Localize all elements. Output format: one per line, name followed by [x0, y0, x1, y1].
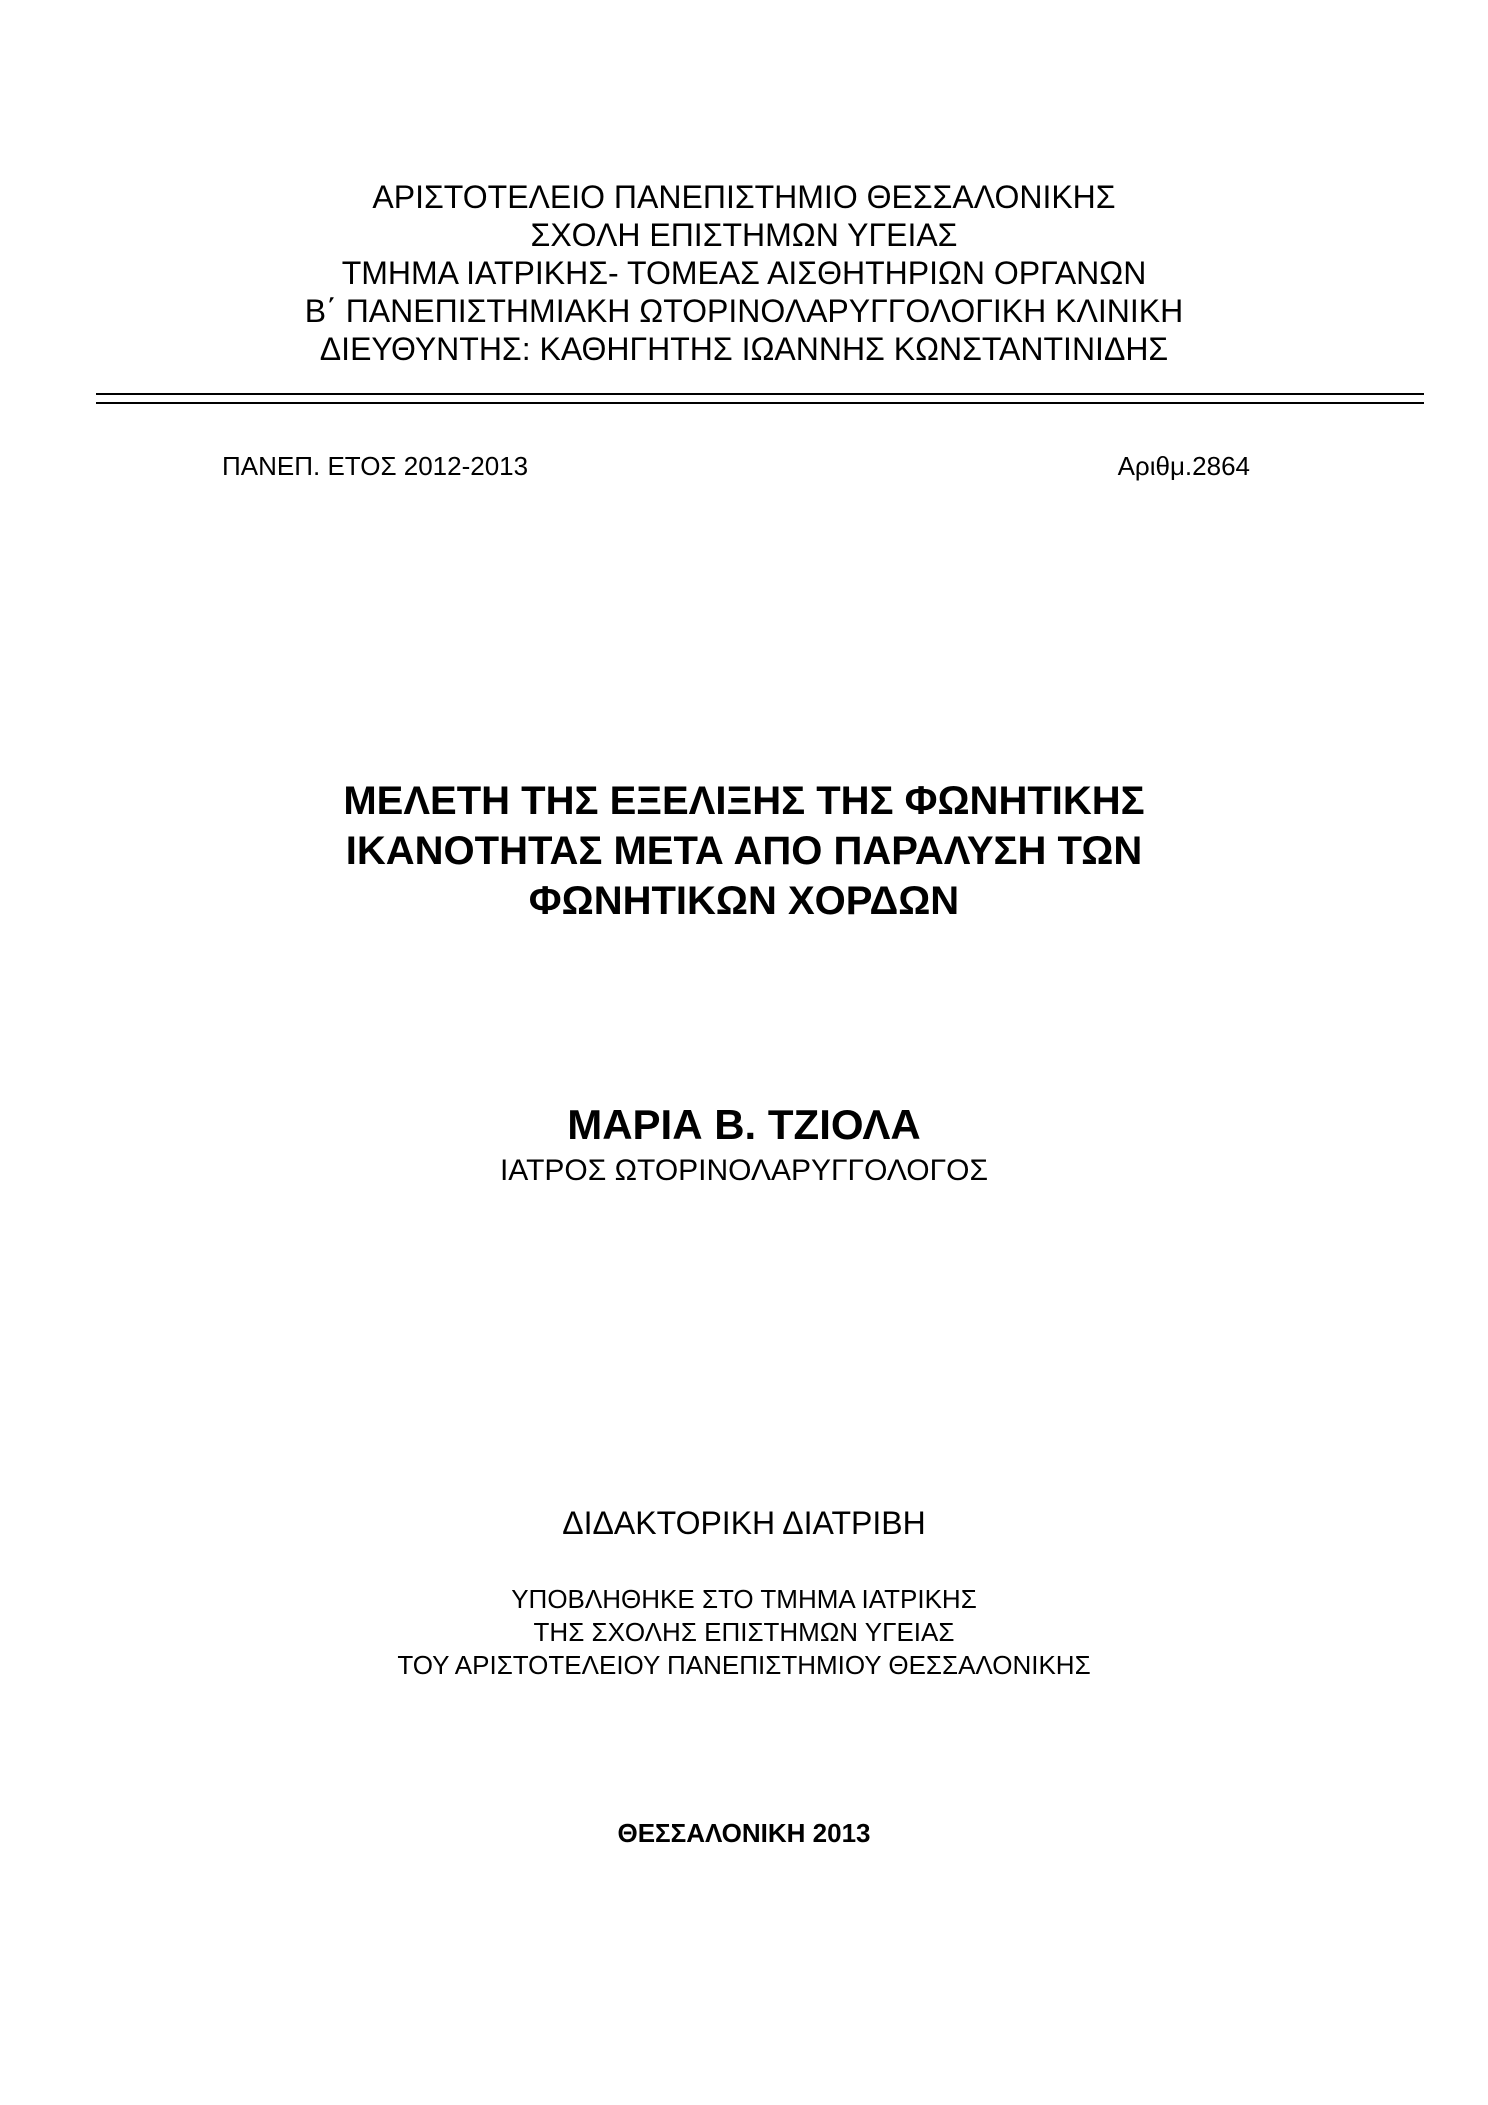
header-clinic: Β΄ ΠΑΝΕΠΙΣΤΗΜΙΑΚΗ ΩΤΟΡΙΝΟΛΑΡΥΓΓΟΛΟΓΙΚΗ ΚΛΙΝΙΚΗ: [304, 293, 1184, 329]
header-school: ΣΧΟΛΗ ΕΠΙΣΤΗΜΩΝ ΥΓΕΙΑΣ: [530, 217, 958, 253]
header-director: ΔΙΕΥΘΥΝΤΗΣ: ΚΑΘΗΓΗΤΗΣ ΙΩΑΝΝΗΣ ΚΩΝΣΤΑΝΤΙΝΙΔΗΣ: [319, 331, 1169, 367]
document-number: Αριθμ.2864: [1117, 451, 1250, 481]
institution-header: [0, 178, 1488, 368]
author-specialty: ΙΑΤΡΟΣ ΩΤΟΡΙΝΟΛΑΡΥΓΓΟΛΟΓΟΣ: [499, 1154, 989, 1187]
thesis-title: [0, 776, 1488, 926]
academic-year: ΠΑΝΕΠ. ΕΤΟΣ 2012-2013: [222, 451, 529, 481]
thesis-type: ΔΙΔΑΚΤΟΡΙΚΗ ΔΙΑΤΡΙΒΗ: [562, 1505, 926, 1541]
author-name: ΜΑΡΙΑ Β. ΤΖΙΟΛΑ: [567, 1101, 921, 1148]
thesis-title-line: ΦΩΝΗΤΙΚΩΝ ΧΟΡΔΩΝ: [528, 879, 960, 923]
thesis-title-line: ΜΕΛΕΤΗ ΤΗΣ ΕΞΕΛΙΞΗΣ ΤΗΣ ΦΩΝΗΤΙΚΗΣ: [343, 779, 1145, 823]
submission-line: ΥΠΟΒΛΗΘΗΚΕ ΣΤΟ ΤΜΗΜΑ ΙΑΤΡΙΚΗΣ: [511, 1584, 977, 1614]
submission-line: ΤΟΥ ΑΡΙΣΤΟΤΕΛΕΙΟΥ ΠΑΝΕΠΙΣΤΗΜΙΟΥ ΘΕΣΣΑΛΟΝΙΚΗΣ: [397, 1650, 1091, 1680]
header-divider-top: [96, 393, 1424, 395]
place-year: ΘΕΣΣΑΛΟΝΙΚΗ 2013: [617, 1818, 871, 1848]
header-university: ΑΡΙΣΤΟΤΕΛΕΙΟ ΠΑΝΕΠΙΣΤΗΜΙΟ ΘΕΣΣΑΛΟΝΙΚΗΣ: [372, 179, 1116, 215]
submission-line: ΤΗΣ ΣΧΟΛΗΣ ΕΠΙΣΤΗΜΩΝ ΥΓΕΙΑΣ: [533, 1617, 955, 1647]
header-divider-bottom: [96, 402, 1424, 404]
submission-statement: [0, 1583, 1488, 1682]
header-department: ΤΜΗΜΑ ΙΑΤΡΙΚΗΣ- ΤΟΜΕΑΣ ΑΙΣΘΗΤΗΡΙΩΝ ΟΡΓΑΝΩΝ: [341, 255, 1147, 291]
thesis-title-line: ΙΚΑΝΟΤΗΤΑΣ ΜΕΤΑ ΑΠΟ ΠΑΡΑΛΥΣΗ ΤΩΝ: [345, 829, 1143, 873]
